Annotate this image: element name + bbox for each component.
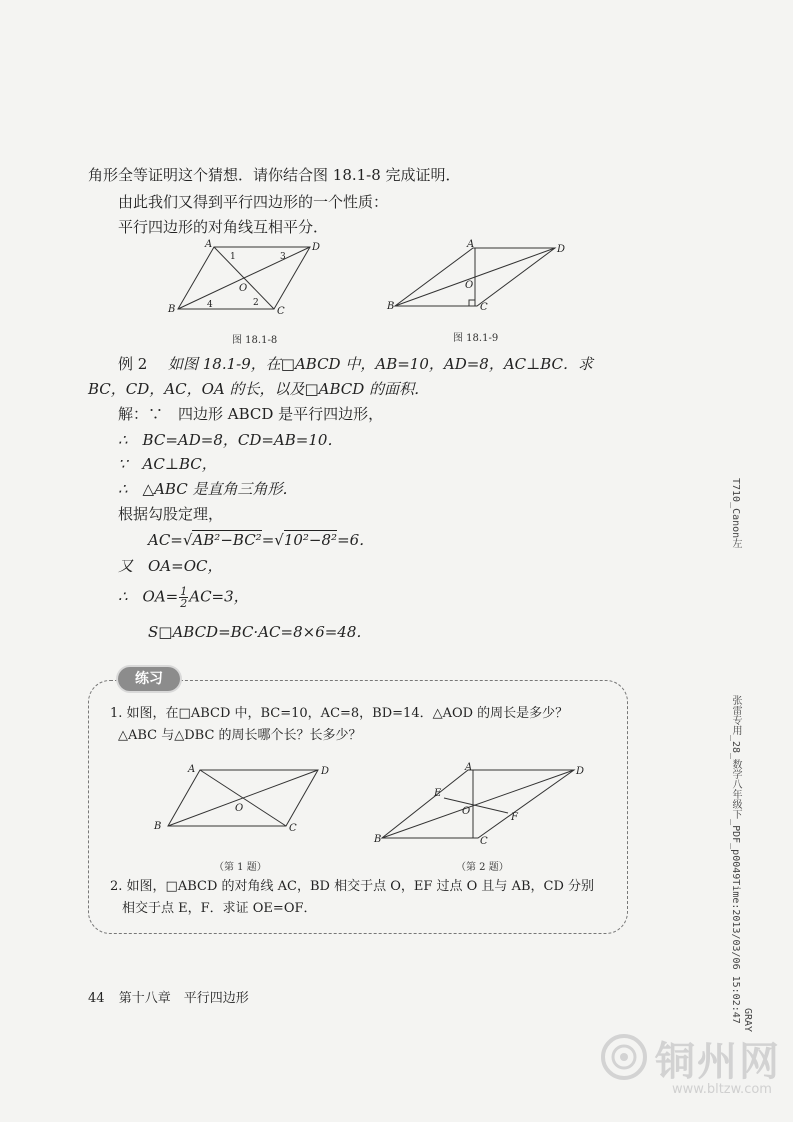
label-b: B bbox=[154, 821, 162, 832]
theorem-statement: 平行四边形的对角线互相平分． bbox=[118, 218, 329, 236]
solution-line: 根据勾股定理， bbox=[118, 505, 224, 523]
label-d: D bbox=[576, 766, 585, 777]
example-title: 例 2 bbox=[118, 355, 148, 373]
exercise-figure-1 bbox=[150, 762, 340, 837]
angle-1: 1 bbox=[230, 252, 236, 262]
chapter-title: 第十八章 平行四边形 bbox=[118, 991, 249, 1006]
figure-caption: 图 18.1-9 bbox=[453, 333, 499, 344]
label-o: O bbox=[239, 283, 248, 294]
exercise-question-1: △ABC 与△DBC 的周长哪个长？长多少？ bbox=[118, 728, 362, 743]
solution-formula bbox=[118, 586, 249, 609]
angle-3: 3 bbox=[280, 252, 286, 262]
page-footer bbox=[88, 987, 249, 1006]
sqrt-sign: √ bbox=[182, 531, 193, 549]
figure-18-1-9 bbox=[385, 238, 570, 318]
label-a: A bbox=[188, 764, 196, 775]
angle-4: 4 bbox=[207, 300, 213, 310]
example-text: BC，CD，AC，OA 的长，以及□ABCD 的面积． bbox=[88, 380, 430, 398]
formula-part: = bbox=[261, 531, 275, 549]
label-a: A bbox=[205, 239, 213, 250]
right-angle-mark bbox=[469, 300, 475, 306]
text-line: 由此我们又得到平行四边形的一个性质： bbox=[118, 193, 389, 211]
solution-line: 又 OA=OC， bbox=[118, 557, 223, 575]
diagonal-bd bbox=[178, 247, 310, 309]
label-c: C bbox=[480, 836, 488, 847]
example-text: 如图 18.1-9，在□ABCD 中，AB=10，AD=8，AC⊥BC．求 bbox=[168, 355, 594, 373]
fraction-denominator: 2 bbox=[180, 597, 188, 610]
label-c: C bbox=[277, 306, 285, 317]
label-e: E bbox=[434, 788, 442, 799]
diagonal-bd bbox=[168, 770, 318, 826]
diagonal-bd bbox=[382, 770, 574, 838]
sqrt-sign: √ bbox=[274, 531, 284, 549]
formula-part: AC=3， bbox=[189, 587, 249, 606]
label-o: O bbox=[465, 280, 474, 291]
label-o: O bbox=[235, 803, 244, 814]
figure-18-1-8 bbox=[160, 235, 330, 325]
label-d: D bbox=[321, 766, 330, 777]
segment-ef bbox=[444, 798, 508, 813]
exercise-badge: 练习 bbox=[118, 667, 180, 691]
fraction-numerator: 1 bbox=[180, 585, 188, 598]
label-b: B bbox=[374, 834, 382, 845]
label-c: C bbox=[289, 823, 297, 834]
solution-line: ∴ △ABC 是直角三角形． bbox=[118, 480, 298, 498]
solution-line: S□ABCD=BC·AC=8×6=48． bbox=[148, 623, 372, 641]
label-d: D bbox=[312, 242, 321, 253]
label-b: B bbox=[168, 304, 176, 315]
solution-formula bbox=[148, 530, 374, 550]
formula-part: =6． bbox=[337, 531, 375, 549]
exercise-question-2: 相交于点 E，F．求证 OE=OF． bbox=[122, 901, 317, 916]
sqrt-radicand: 10²−8² bbox=[283, 531, 338, 549]
printer-mark: GRAY bbox=[742, 1008, 753, 1033]
printer-mark: T710_Canon左 bbox=[730, 478, 741, 549]
exercise-figure-2 bbox=[372, 762, 587, 847]
sqrt-radicand: AB²−BC² bbox=[192, 531, 262, 549]
figure-caption: 图 18.1-8 bbox=[232, 335, 278, 346]
label-o: O bbox=[462, 806, 471, 817]
angle-2: 2 bbox=[253, 298, 259, 308]
page-number: 44 bbox=[88, 991, 105, 1006]
solution-line: ∵ AC⊥BC， bbox=[118, 455, 217, 473]
formula-part: ∴ OA= bbox=[118, 587, 179, 606]
site-url: www.bltzw.com bbox=[672, 1082, 772, 1097]
exercise-caption: （第 2 题） bbox=[456, 862, 509, 873]
label-f: F bbox=[511, 812, 518, 823]
label-a: A bbox=[467, 239, 475, 250]
site-logo-text: 铜州网 bbox=[655, 1038, 781, 1085]
exercise-question-2: 2. 如图，□ABCD 的对角线 AC，BD 相交于点 O，EF 过点 O 且与 AB，CD 分别 bbox=[110, 879, 595, 894]
label-c: C bbox=[480, 302, 488, 313]
solution-line: 解：∵ 四边形 ABCD 是平行四边形， bbox=[118, 405, 384, 423]
exercise-question-1: 1. 如图，在□ABCD 中，BC=10，AC=8，BD=14．△AOD 的周长是多少？ bbox=[110, 706, 569, 721]
label-b: B bbox=[387, 301, 395, 312]
printer-mark: 张雷专用_28_数学八年级下_PDF_p0049Time:2013/03/06 15:02:47 bbox=[730, 695, 741, 1024]
fraction bbox=[179, 586, 188, 609]
formula-part: AC= bbox=[148, 531, 183, 549]
label-d: D bbox=[557, 244, 566, 255]
site-logo-icon bbox=[600, 1033, 648, 1081]
solution-line: ∴ BC=AD=8，CD=AB=10． bbox=[118, 431, 343, 449]
exercise-caption: （第 1 题） bbox=[214, 862, 267, 873]
text-line: 角形全等证明这个猜想．请你结合图 18.1-8 完成证明． bbox=[88, 166, 461, 184]
label-a: A bbox=[465, 762, 473, 773]
